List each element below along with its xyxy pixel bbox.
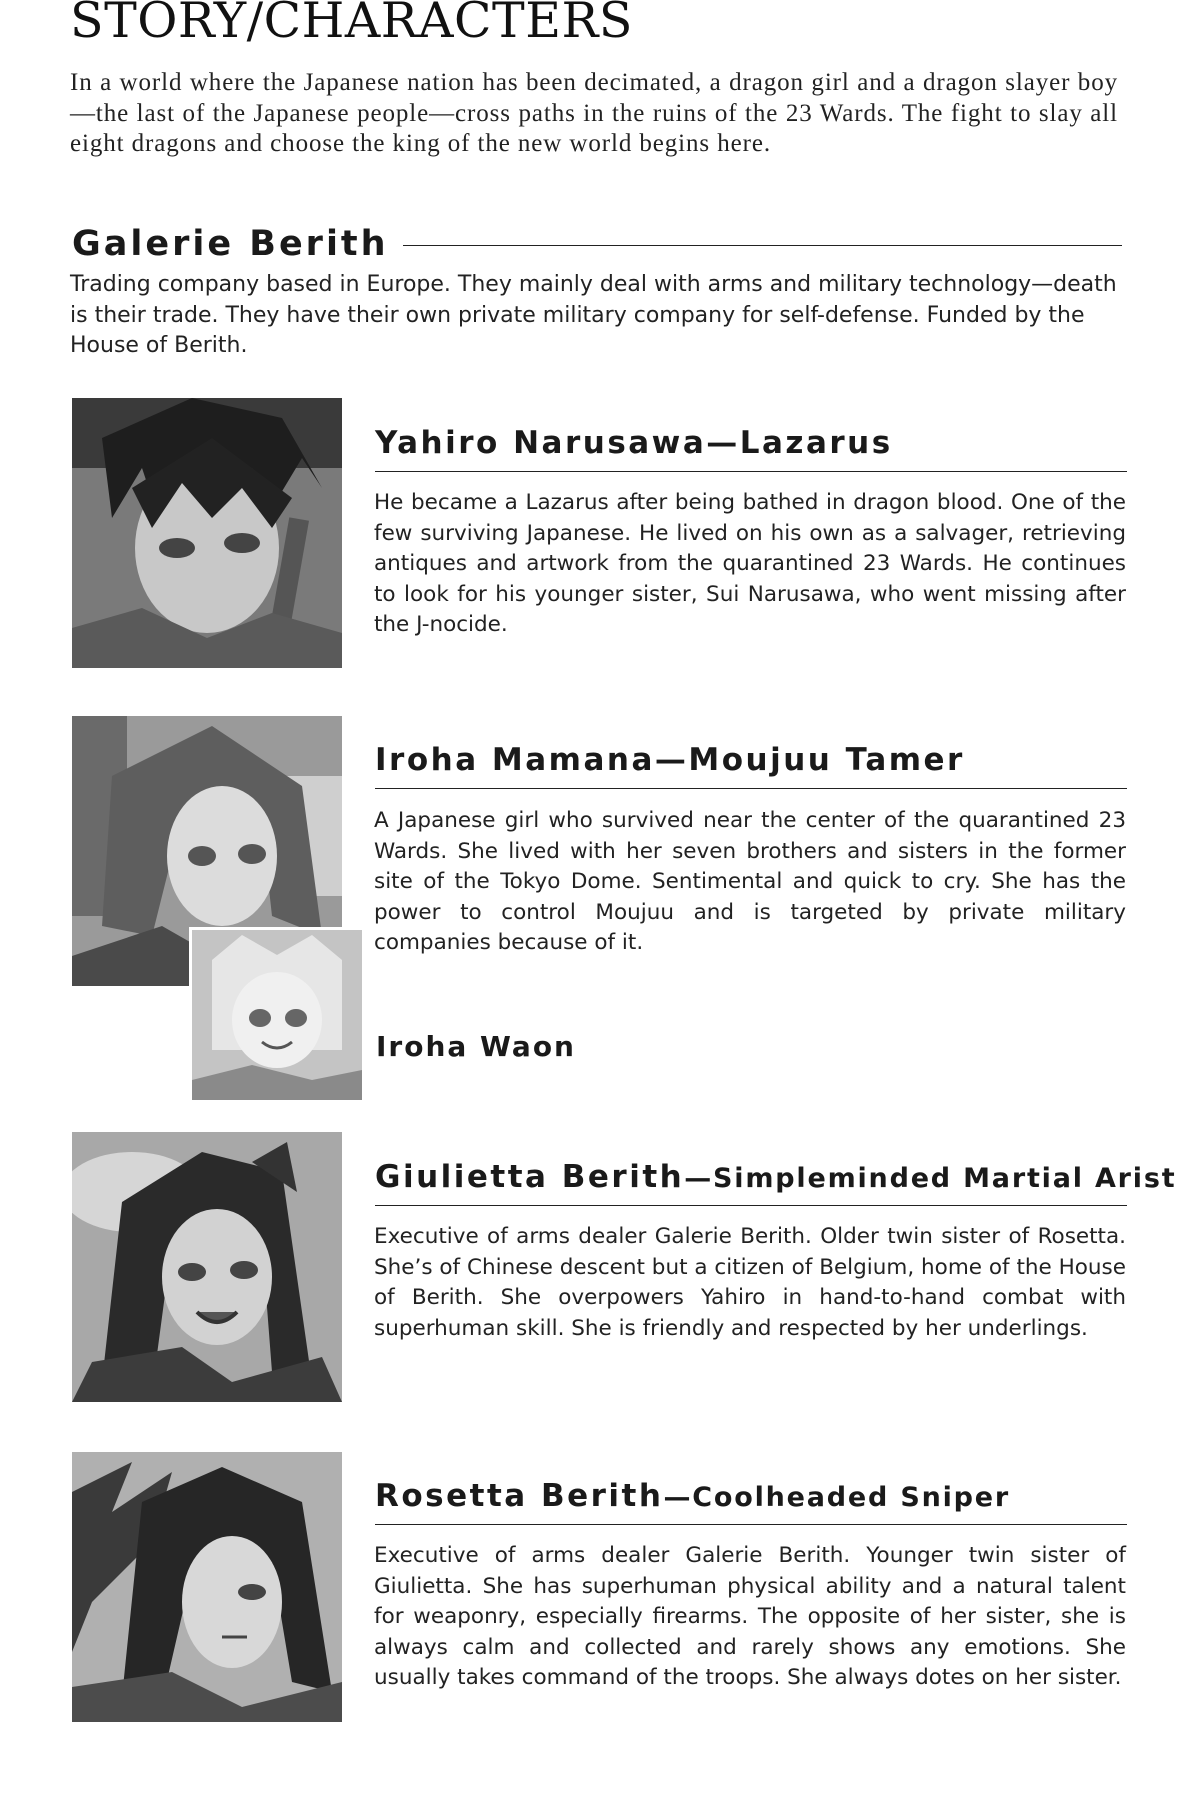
yahiro-header <box>375 425 1127 472</box>
rosetta-portrait <box>72 1452 342 1722</box>
giulietta-portrait <box>72 1132 342 1402</box>
giulietta-description: Executive of arms dealer Galerie Berith. Older twin sister of Rosetta. She’s of Chinese descent but a citizen of Belgium, home of the House of Berith. She overpowers Yahiro in hand-to-hand combat with superhuman skill. She is friendly and respected by her underlings. <box>374 1224 1126 1341</box>
rosetta-role: —Coolheaded Sniper <box>663 1482 1011 1513</box>
yahiro-name-line <box>375 425 893 461</box>
rosetta-description: Executive of arms dealer Galerie Berith. Younger twin sister of Giulietta. She has superhuman physical ability and a natural talent for weaponry, especially firearms. The opposite of her sister, she is always calm and collected and rarely shows any emotions. She usually takes command of the troops. She always dotes on her sister. <box>374 1543 1126 1690</box>
iroha-waon-portrait <box>189 927 365 1103</box>
organization-description: Trading company based in Europe. They mainly deal with arms and military technology—death is their trade. They have their own private military company for self-defense. Funded by the House of Berith. <box>70 272 1117 358</box>
rosetta-header <box>375 1478 1127 1525</box>
iroha-role: —Moujuu Tamer <box>654 742 965 778</box>
yahiro-portrait <box>72 398 342 668</box>
rosetta-name: Rosetta Berith <box>375 1478 664 1514</box>
yahiro-name: Yahiro Narusawa <box>375 425 707 461</box>
iroha-waon-name: Iroha Waon <box>376 1030 576 1063</box>
giulietta-name: Giulietta Berith <box>375 1159 685 1195</box>
giulietta-name-line <box>375 1159 1176 1195</box>
story-summary: In a world where the Japanese nation has been decimated, a dragon girl and a dragon slayer boy—the last of the Japanese people—cross paths in the ruins of the 23 Wards. The fight to slay all eight dragons and choose the king of the new world begins here. <box>70 69 1118 157</box>
organization-name: Galerie Berith <box>72 224 389 264</box>
organization-header <box>72 222 1122 266</box>
yahiro-role: —Lazarus <box>706 425 893 461</box>
yahiro-description: He became a Lazarus after being bathed in dragon blood. One of the few surviving Japanese. He lived on his own as a salvager, retrieving antiques and artwork from the quarantined 23 Wards. He continues to look for his younger sister, Sui Narusawa, who went missing after the J-nocide. <box>374 490 1126 637</box>
giulietta-header <box>375 1159 1177 1206</box>
iroha-description: A Japanese girl who survived near the center of the quarantined 23 Wards. She lived with her seven brothers and sisters in the former site of the Tokyo Dome. Sentimental and quick to cry. She has the power to control Moujuu and is targeted by private military companies because of it. <box>374 808 1126 955</box>
page-title: STORY/CHARACTERS <box>70 0 633 49</box>
iroha-name: Iroha Mamana <box>375 742 655 778</box>
iroha-name-line <box>375 742 965 778</box>
rosetta-name-line <box>375 1478 1010 1514</box>
giulietta-role: —Simpleminded Martial Arist <box>684 1163 1177 1194</box>
iroha-header <box>375 742 1127 789</box>
organization-rule <box>403 245 1122 246</box>
